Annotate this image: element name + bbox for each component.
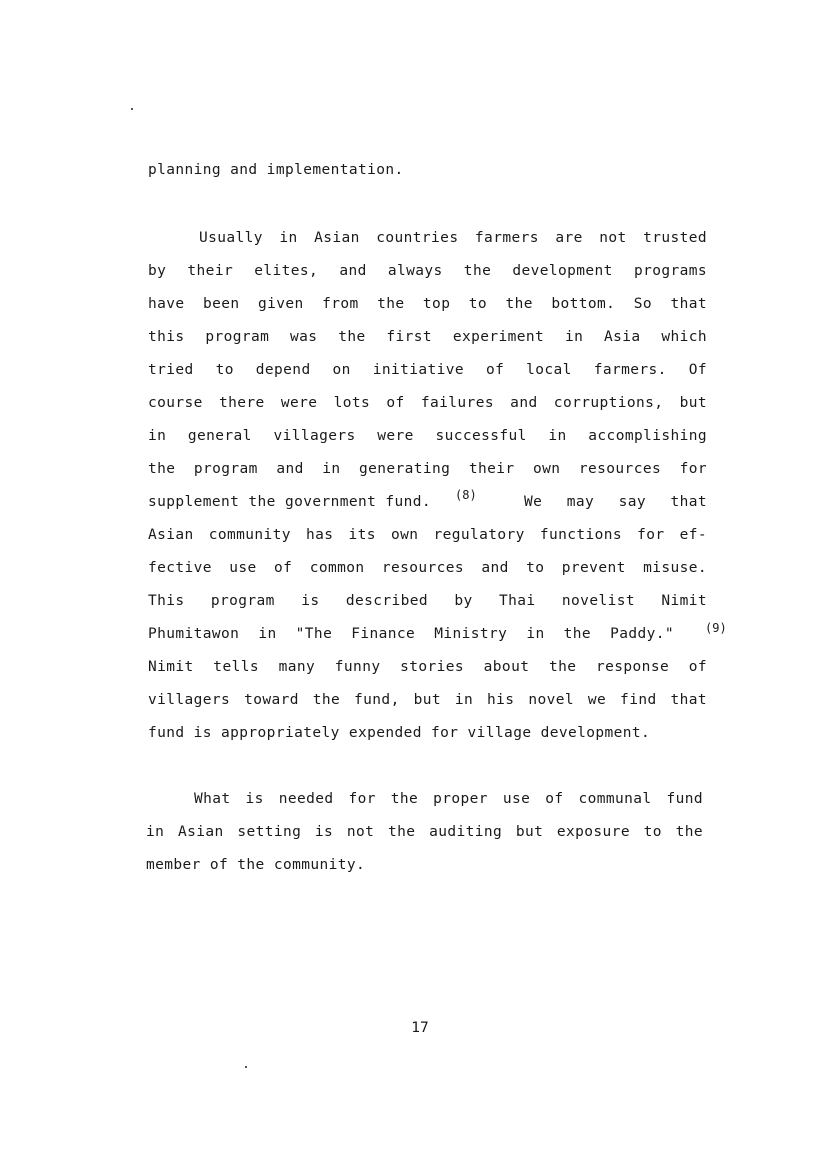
paragraph-1-line-15: villagers toward the fund, but in his novel we find that: [148, 692, 707, 708]
paragraph-1-line-12: This program is described by Thai novelist Nimit: [148, 593, 707, 609]
paragraph-1-line-5: tried to depend on initiative of local farmers. Of: [148, 362, 707, 378]
paragraph-1-line-10: Asian community has its own regulatory functions for ef-: [148, 527, 707, 543]
paragraph-1-line-9a: supplement the government fund.: [148, 494, 432, 510]
paragraph-1-line-13: Phumitawon in "The Finance Ministry in the Paddy.": [148, 626, 674, 642]
paragraph-2-line-3: member of the community.: [146, 857, 366, 873]
paragraph-1-line-9b: We may say that: [524, 494, 707, 510]
paragraph-1-line-8: the program and in generating their own resources for: [148, 461, 707, 477]
top-fragment: planning and implementation.: [148, 162, 404, 178]
paragraph-1-line-6: course there were lots of failures and corruptions, but: [148, 395, 707, 411]
paragraph-1-line-7: in general villagers were successful in accomplishing: [148, 428, 707, 444]
paragraph-1-line-14: Nimit tells many funny stories about the response of: [148, 659, 707, 675]
page-number: 17: [411, 1020, 429, 1036]
paragraph-1-line-4: this program was the first experiment in Asia which: [148, 329, 707, 345]
paragraph-2-line-2: in Asian setting is not the auditing but exposure to the: [146, 824, 703, 840]
paragraph-1-line-11: fective use of common resources and to prevent misuse.: [148, 560, 707, 576]
scan-speck: [131, 108, 133, 110]
scan-speck: [245, 1066, 247, 1068]
paragraph-1-line-1: Usually in Asian countries farmers are not trusted: [199, 230, 707, 246]
footnote-marker-8: (8): [455, 488, 477, 502]
footnote-marker-9: (9): [705, 621, 727, 635]
paragraph-1-line-16: fund is appropriately expended for village development.: [148, 725, 651, 741]
paragraph-2-line-1: What is needed for the proper use of communal fund: [194, 791, 703, 807]
paragraph-1-line-3: have been given from the top to the bottom. So that: [148, 296, 707, 312]
paragraph-1-line-2: by their elites, and always the development programs: [148, 263, 707, 279]
